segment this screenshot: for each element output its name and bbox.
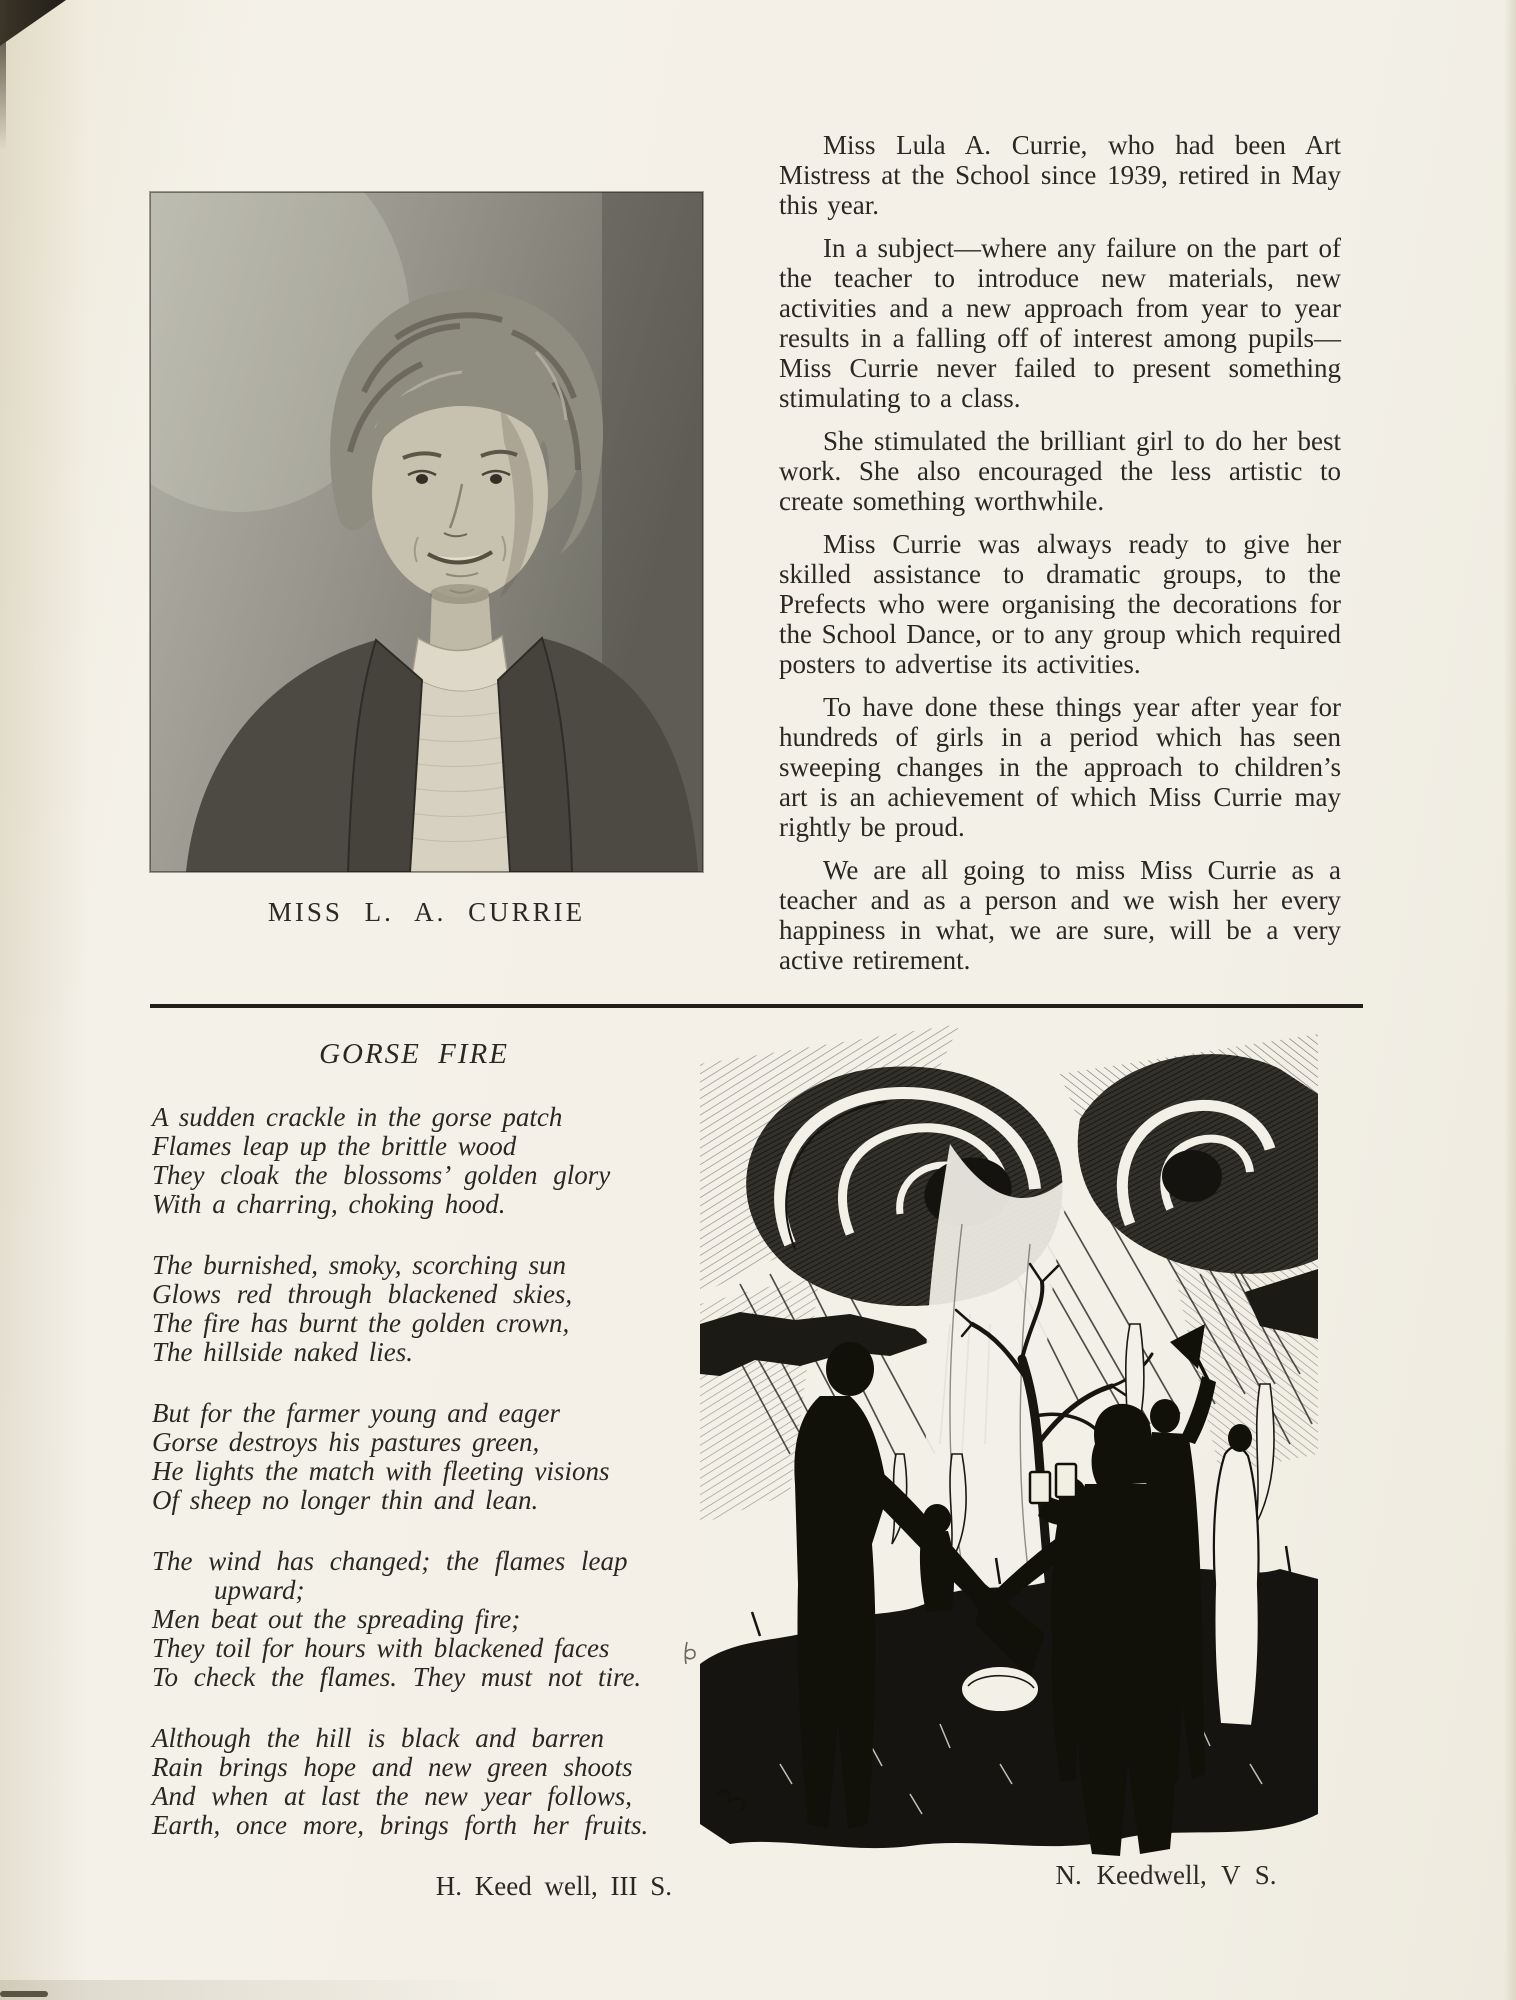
portrait-of-miss-currie — [150, 192, 703, 872]
poem-line: Gorse destroys his pastures green, — [152, 1427, 540, 1457]
portrait-photo — [150, 192, 703, 872]
poem-line: Men beat out the spreading fire; — [152, 1604, 521, 1634]
article-paragraph: To have done these things year after year for hundreds of girls in a period which has seen sweeping changes in the approach to children’s art is an achievement of which Miss Currie may rightly be proud. — [779, 692, 1341, 842]
article-paragraph: We are all going to miss Miss Currie as a teacher and as a person and we wish her every happiness in what, we are sure, will be a very active retirement. — [779, 855, 1341, 975]
poem-line: Earth, once more, brings forth her fruits. — [152, 1810, 649, 1840]
poem-title: GORSE FIRE — [319, 1038, 509, 1070]
poem-line: They cloak the blossoms’ golden glory — [152, 1160, 611, 1190]
poem-line: Rain brings hope and new green shoots — [152, 1752, 633, 1782]
poem-line: The hillside naked lies. — [152, 1337, 413, 1367]
article-paragraph: Miss Lula A. Currie, who had been Art Mistress at the School since 1939, retired in May this year. — [779, 130, 1341, 220]
poem-line: The fire has burnt the golden crown, — [152, 1308, 570, 1338]
article-paragraph: In a subject—where any failure on the part of the teacher to introduce new materials, new activities and a new approach from year to year results in a falling off of interest among pupils—Miss Currie never failed to present something stimulating to a class. — [779, 233, 1341, 413]
scan-shading-right — [1504, 0, 1516, 2000]
poem-line: The burnished, smoky, scorching sun — [152, 1250, 566, 1280]
poem-stanza — [152, 1251, 676, 1367]
poem-attribution: H. Keed well, III S. — [435, 1871, 672, 1901]
poem-stanza — [152, 1547, 676, 1692]
photo-caption: MISS L. A. CURRIE — [267, 897, 586, 927]
scan-shading-left — [0, 0, 90, 2000]
poem-line: Glows red through blackened skies, — [152, 1279, 573, 1309]
poem-line: And when at last the new year follows, — [152, 1781, 632, 1811]
poem-line: He lights the match with fleeting visions — [152, 1456, 610, 1486]
poem-line: With a charring, choking hood. — [152, 1189, 506, 1219]
poem-stanza — [152, 1399, 676, 1515]
poem-line: Although the hill is black and barren — [152, 1723, 604, 1753]
poem-line: Flames leap up the brittle wood — [152, 1131, 517, 1161]
section-divider — [150, 1004, 1363, 1008]
poem-section — [152, 1040, 676, 1901]
scan-shading-bottom — [0, 1980, 520, 2000]
poem-line: But for the farmer young and eager — [152, 1398, 560, 1428]
poem-line: upward; — [214, 1575, 305, 1605]
scan-artifact-bottom — [0, 1991, 48, 1997]
poem-stanza — [152, 1103, 676, 1219]
scan-artifact-mark — [683, 1640, 701, 1666]
poem-line: A sudden crackle in the gorse patch — [152, 1102, 563, 1132]
poem-line: They toil for hours with blackened faces — [152, 1633, 610, 1663]
gorse-fire-illustration — [700, 1024, 1318, 1864]
article-column — [779, 130, 1341, 988]
illustration-credit: N. Keedwell, V S. — [1055, 1860, 1277, 1890]
article-paragraph: She stimulated the brilliant girl to do her best work. She also encouraged the less artistic to create something worthwhile. — [779, 426, 1341, 516]
poem-line: To check the flames. They must not tire. — [152, 1662, 642, 1692]
poem-line: Of sheep no longer thin and lean. — [152, 1485, 539, 1515]
article-paragraph: Miss Currie was always ready to give her skilled assistance to dramatic groups, to the Prefects who were organising the decorations for the School Dance, or to any group which required posters to advertise its activities. — [779, 529, 1341, 679]
poem-stanza — [152, 1724, 676, 1840]
poem-line: The wind has changed; the flames leap — [152, 1546, 628, 1576]
gorse-fire-drawing — [700, 1024, 1318, 1864]
